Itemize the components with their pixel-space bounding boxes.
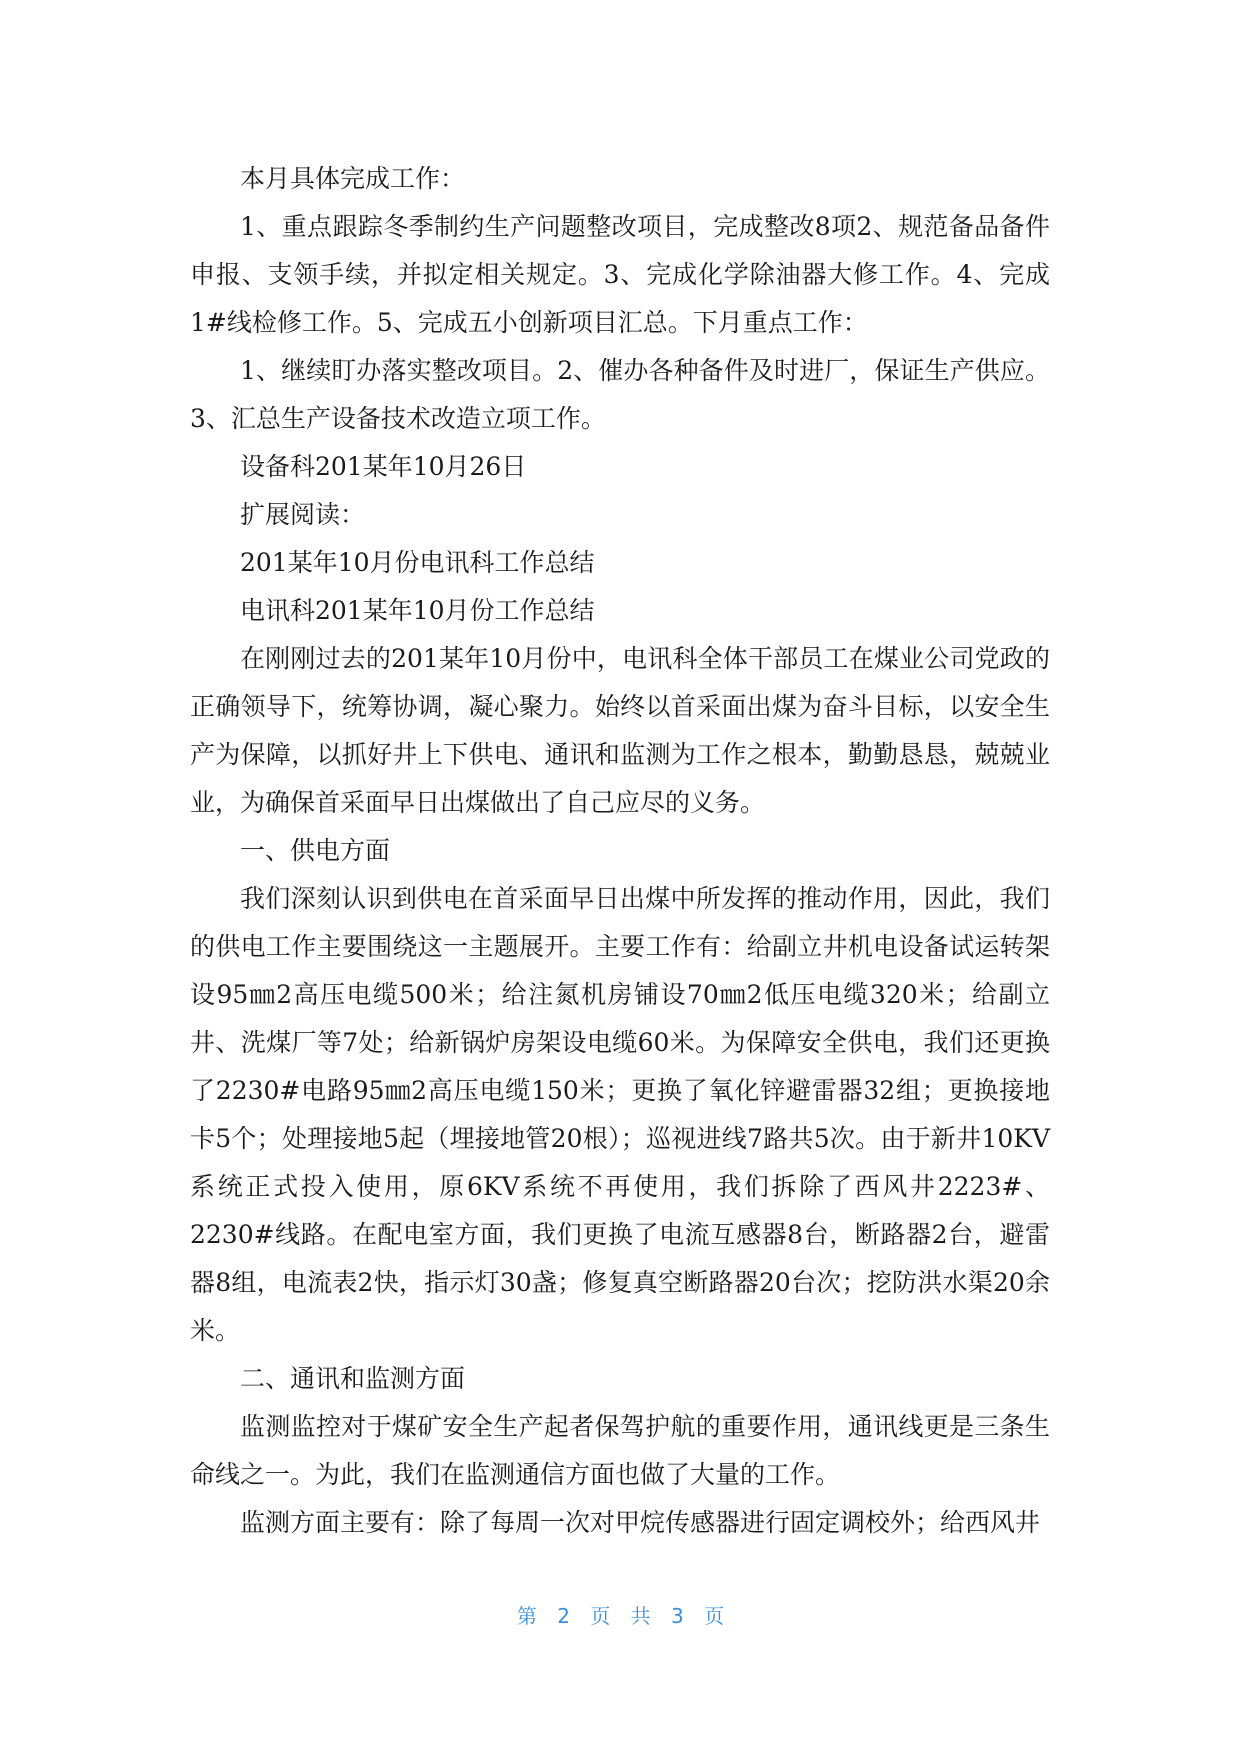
paragraph: 电讯科201某年10月份工作总结	[240, 596, 595, 625]
paragraph: 监测方面主要有：除了每周一次对甲烷传感器进行固定调校外；给西风井	[240, 1508, 1041, 1537]
paragraph: 1、继续盯办落实整改项目。2、催办各种备件及时进厂，保证生产供应。3、汇总生产设备技术改造立项工作。	[190, 356, 1050, 433]
document-body	[190, 155, 1050, 1547]
paragraph: 监测监控对于煤矿安全生产起者保驾护航的重要作用，通讯线更是三条生命线之一。为此，我们在监测通信方面也做了大量的工作。	[190, 1412, 1050, 1489]
paragraph: 本月具体完成工作：	[240, 164, 466, 193]
paragraph: 在刚刚过去的201某年10月份中，电讯科全体干部员工在煤业公司党政的正确领导下，统筹协调，凝心聚力。始终以首采面出煤为奋斗目标，以安全生产为保障，以抓好井上下供电、通讯和监测为工作之根本，勤勤恳恳，兢兢业业，为确保首采面早日出煤做出了自己应尽的义务。	[190, 644, 1050, 817]
paragraph: 1、重点跟踪冬季制约生产问题整改项目，完成整改8项2、规范备品备件申报、支领手续，并拟定相关规定。3、完成化学除油器大修工作。4、完成1#线检修工作。5、完成五小创新项目汇总。下月重点工作：	[190, 212, 1050, 337]
section-heading: 二、通讯和监测方面	[240, 1364, 466, 1393]
paragraph: 我们深刻认识到供电在首采面早日出煤中所发挥的推动作用，因此，我们的供电工作主要围绕这一主题展开。主要工作有：给副立井机电设备试运转架设95㎜2高压电缆500米；给注氮机房铺设70㎜2低压电缆320米；给副立井、洗煤厂等7处；给新锅炉房架设电缆60米。为保障安全供电，我们还更换了2230#电路95㎜2高压电缆150米；更换了氧化锌避雷器32组；更换接地卡5个；处理接地5起（埋接地管20根）；巡视进线7路共5次。由于新井10KV系统正式投入使用，原6KV系统不再使用，我们拆除了西风井2223#、2230#线路。在配电室方面，我们更换了电流互感器8台，断路器2台，避雷器8组，电流表2快，指示灯30盏；修复真空断路器20台次；挖防洪水渠20余米。	[190, 884, 1050, 1345]
paragraph: 201某年10月份电讯科工作总结	[240, 548, 595, 577]
page-number-label: 第 2 页 共 3 页	[516, 1604, 725, 1628]
paragraph: 设备科201某年10月26日	[240, 452, 527, 481]
page-footer	[0, 1600, 1241, 1629]
section-heading: 一、供电方面	[240, 836, 391, 865]
paragraph: 扩展阅读：	[240, 500, 366, 529]
